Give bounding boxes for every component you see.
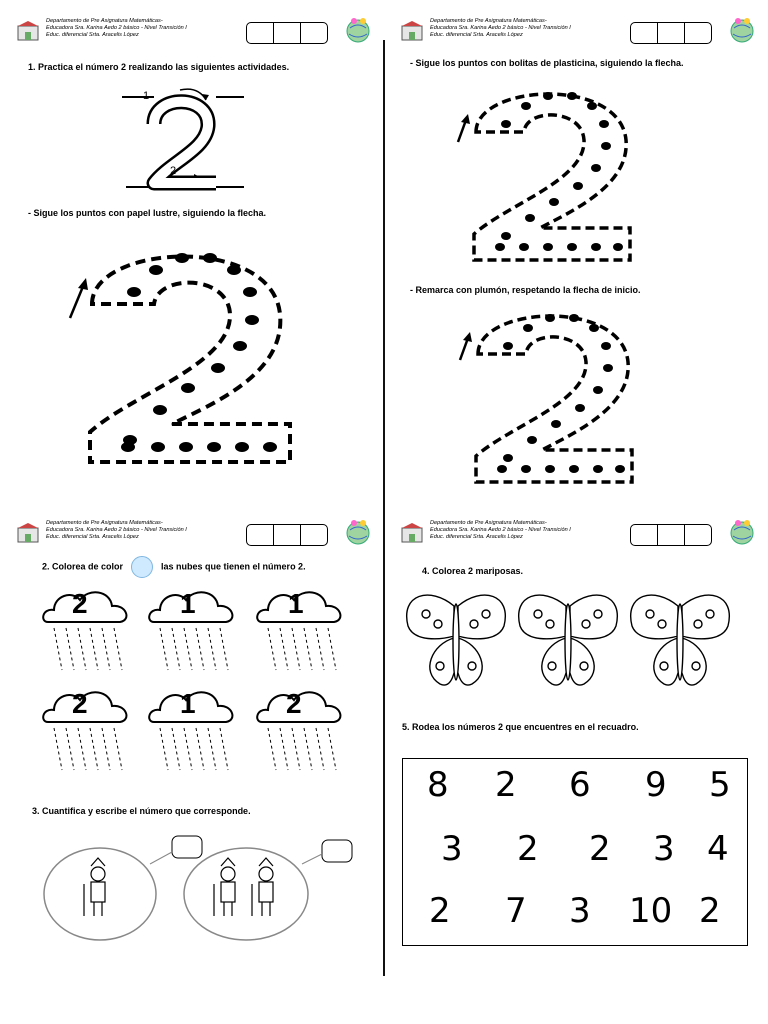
cloud-item[interactable] — [254, 682, 350, 774]
stroke-label-1: 1 — [143, 90, 150, 102]
cloud-item[interactable] — [254, 582, 350, 674]
grid-number[interactable]: 9 — [645, 765, 667, 805]
cloud-item[interactable] — [146, 582, 242, 674]
dotted-number-two-medium — [450, 76, 636, 266]
dotted-number-two-large — [62, 234, 298, 470]
globe-kids-logo-icon — [728, 16, 756, 46]
butterfly-icon — [407, 595, 506, 685]
grid-number[interactable]: 7 — [505, 891, 527, 931]
grid-number[interactable]: 10 — [629, 891, 673, 931]
school-logo-icon — [16, 522, 40, 544]
rain-cloud-icon — [40, 682, 136, 774]
worksheet-page-1 — [0, 0, 384, 512]
header-line-2: Educadora Sra. Karina Aedo 2 básico - Nivel Transición I — [430, 527, 571, 533]
instruction-2-colorea — [42, 556, 306, 578]
grid-number[interactable]: 3 — [569, 891, 591, 931]
grid-number[interactable]: 3 — [653, 829, 675, 869]
cloud-item[interactable] — [40, 682, 136, 774]
instruction-2-part-b: las nubes que tienen el número 2. — [161, 561, 306, 572]
instruction-4: 4. Colorea 2 mariposas. — [422, 566, 524, 576]
cloud-number: 2 — [72, 588, 88, 619]
butterfly-icon — [631, 595, 730, 685]
header-line-3: Educ. diferencial Srta. Aracelis López — [46, 32, 139, 38]
dotted-number-two-trace — [452, 298, 638, 488]
instruction-1: - Sigue los puntos con bolitas de plasticina, siguiendo la flecha. — [410, 58, 684, 68]
cloud-number: 1 — [180, 688, 196, 719]
score-boxes — [630, 22, 712, 44]
header-line-2: Educadora Sra. Karina Aedo 2 básico - Nivel Transición I — [430, 25, 571, 31]
score-boxes — [630, 524, 712, 546]
globe-kids-logo-icon — [344, 518, 372, 548]
practice-number-two — [120, 84, 250, 194]
cloud-number: 2 — [72, 688, 88, 719]
numbers-box — [402, 758, 748, 946]
grid-number[interactable]: 5 — [709, 765, 731, 805]
score-boxes — [246, 22, 328, 44]
stroke-label-2: 2 — [170, 165, 177, 177]
header-line-1: Departamento de Pre Asignatura Matemáticas- — [46, 520, 163, 526]
instruction-5: 5. Rodea los números 2 que encuentres en el recuadro. — [402, 722, 639, 732]
header-line-3: Educ. diferencial Srta. Aracelis López — [430, 32, 523, 38]
header-line-3: Educ. diferencial Srta. Aracelis López — [430, 534, 523, 540]
grid-number[interactable]: 2 — [517, 829, 539, 869]
butterfly-icon — [519, 595, 618, 685]
worksheet-header — [16, 16, 372, 52]
header-line-2: Educadora Sra. Karina Aedo 2 básico - Nivel Transición I — [46, 527, 187, 533]
header-line-2: Educadora Sra. Karina Aedo 2 básico - Nivel Transición I — [46, 25, 187, 31]
grid-number[interactable]: 4 — [707, 829, 729, 869]
header-line-3: Educ. diferencial Srta. Aracelis López — [46, 534, 139, 540]
worksheet-page-2 — [384, 0, 768, 512]
grid-number[interactable]: 2 — [495, 765, 517, 805]
globe-kids-logo-icon — [728, 518, 756, 548]
globe-kids-logo-icon — [344, 16, 372, 46]
light-blue-color-sample — [131, 556, 153, 578]
worksheet-header — [400, 16, 756, 52]
instruction-2: - Remarca con plumón, respetando la flecha de inicio. — [410, 285, 641, 295]
worksheet-page-3 — [0, 512, 384, 1024]
worksheet-header — [400, 518, 756, 554]
header-line-1: Departamento de Pre Asignatura Matemáticas- — [430, 18, 547, 24]
cloud-number: 1 — [288, 588, 304, 619]
cloud-item[interactable] — [40, 582, 136, 674]
instruction-2: - Sigue los puntos con papel lustre, siguiendo la flecha. — [28, 208, 267, 218]
quantify-exercise — [40, 830, 370, 950]
cloud-item[interactable] — [146, 682, 242, 774]
instruction-3: 3. Cuantifica y escribe el número que corresponde. — [32, 806, 251, 816]
cloud-number: 2 — [286, 688, 302, 719]
grid-number[interactable]: 3 — [441, 829, 463, 869]
cloud-grid — [40, 582, 360, 762]
school-logo-icon — [16, 20, 40, 42]
header-line-1: Departamento de Pre Asignatura Matemáticas- — [430, 520, 547, 526]
score-boxes — [246, 524, 328, 546]
grid-number[interactable]: 6 — [569, 765, 591, 805]
instruction-1: 1. Practica el número 2 realizando las siguientes actividades. — [28, 62, 290, 72]
grid-number[interactable]: 8 — [427, 765, 449, 805]
instruction-2-part-a: 2. Colorea de color — [42, 561, 124, 572]
cloud-number: 1 — [180, 588, 196, 619]
header-line-1: Departamento de Pre Asignatura Matemáticas- — [46, 18, 163, 24]
school-logo-icon — [400, 20, 424, 42]
rain-cloud-icon — [40, 582, 136, 674]
worksheet-page-4 — [384, 512, 768, 1024]
rain-cloud-icon — [254, 682, 350, 774]
grid-number[interactable]: 2 — [429, 891, 451, 931]
grid-number[interactable]: 2 — [699, 891, 721, 931]
school-logo-icon — [400, 522, 424, 544]
grid-number[interactable]: 2 — [589, 829, 611, 869]
butterflies-row — [400, 586, 740, 696]
worksheet-header — [16, 518, 372, 554]
